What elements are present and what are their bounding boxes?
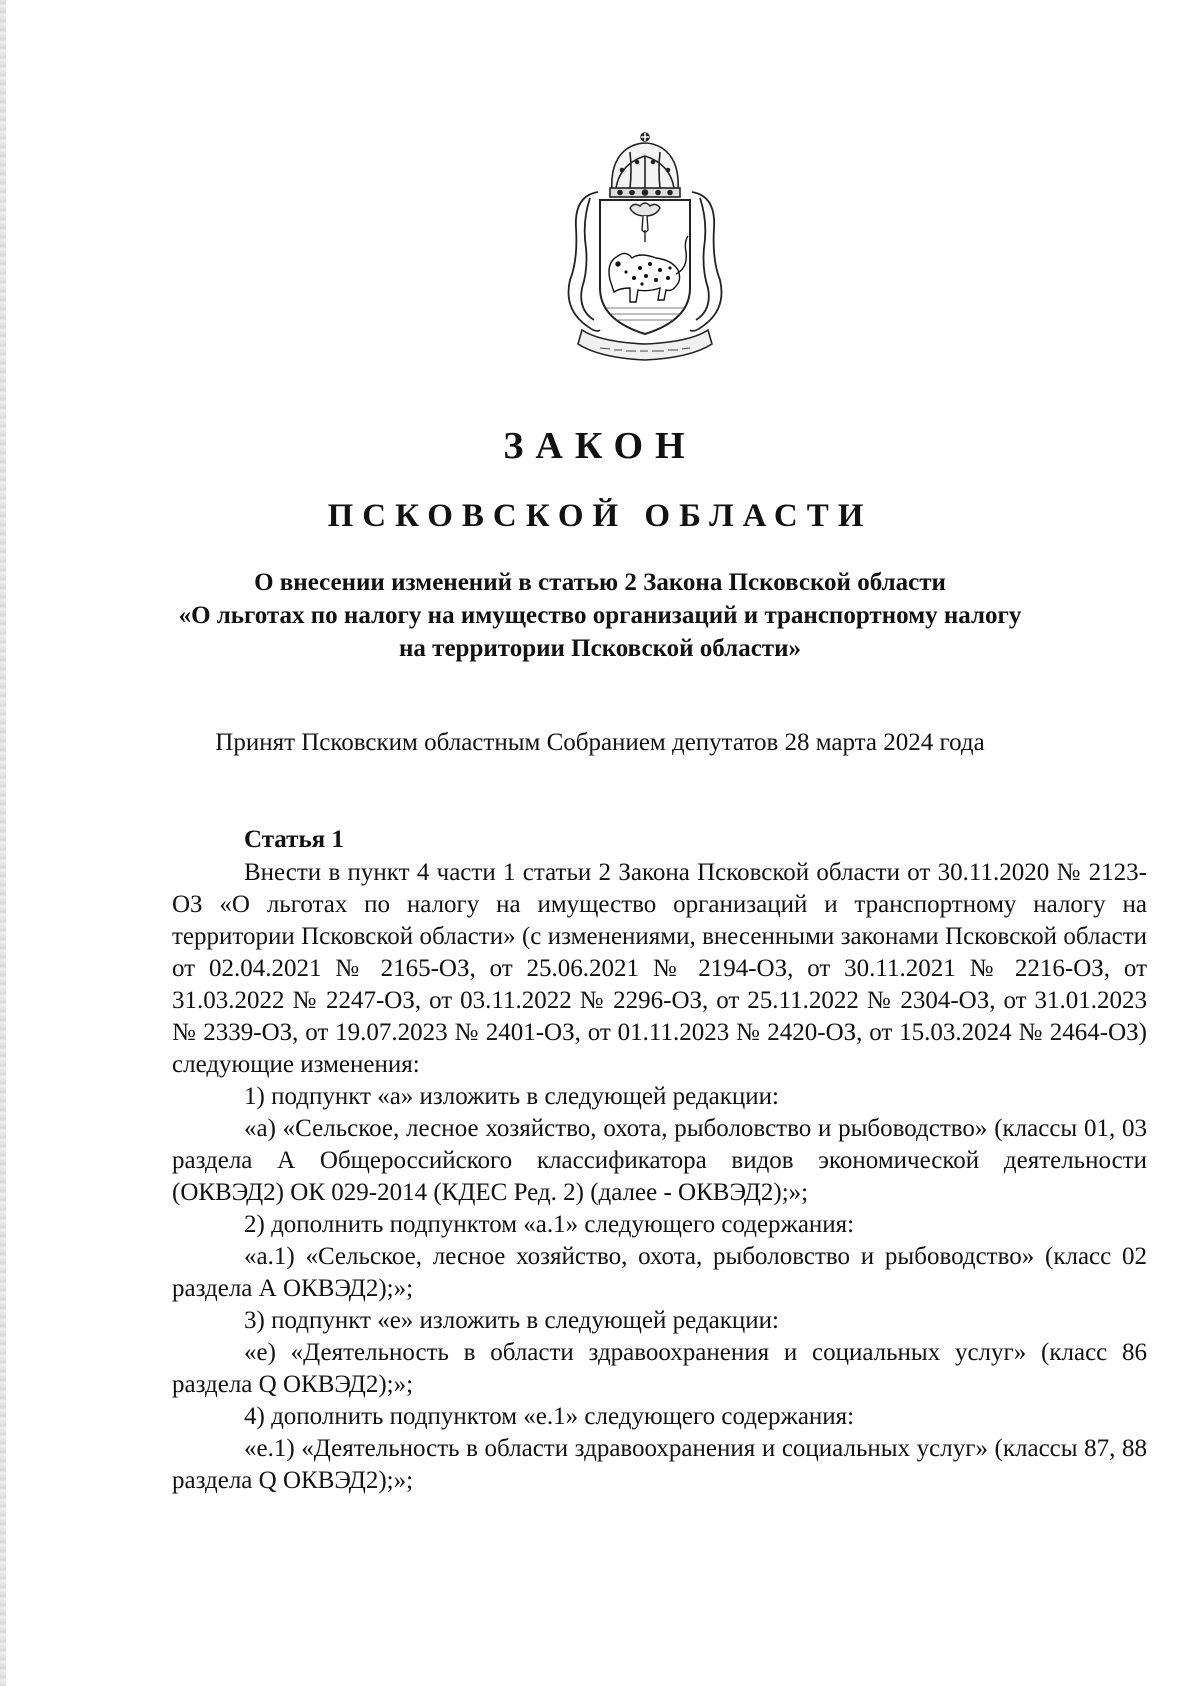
article-paragraph: «е) «Деятельность в области здравоохранения и социальных услуг» (класс 86 раздела Q ОКВЭД2);»; [172,1339,1147,1398]
subtitle-line: «О льготах по налогу на имущество организаций и транспортному налогу [178,602,1022,629]
article-paragraph: 3) подпункт «е» изложить в следующей редакции: [244,1307,779,1334]
law-subtitle [150,566,1050,665]
article-paragraph: «а.1) «Сельское, лесное хозяйство, охота, рыболовство и рыбоводство» (класс 02 раздела А ОКВЭД2);»; [172,1243,1147,1302]
article-paragraph: 2) дополнить подпунктом «а.1» следующего содержания: [244,1211,855,1238]
adoption-statement: Принят Псковским областным Собранием депутатов 28 марта 2024 года [215,729,985,756]
article-paragraph: 4) дополнить подпунктом «е.1» следующего содержания: [244,1403,855,1430]
subtitle-line: на территории Псковской области» [399,635,801,662]
article-paragraph: «е.1) «Деятельность в области здравоохранения и социальных услуг» (классы 87, 88 раздела Q ОКВЭД2);»; [172,1435,1147,1494]
article-body [172,823,1147,1497]
document-title: ЗАКОН [503,425,697,467]
scan-edge [0,0,6,1686]
subtitle-line: О внесении изменений в статью 2 Закона Псковской области [254,569,946,596]
article-paragraph: «а) «Сельское, лесное хозяйство, охота, рыболовство и рыбоводство» (классы 01, 03 раздела А Общероссийского классификатора видов экономической деятельности (ОКВЭД2) ОК 029-2014 (КДЕС Ред. 2) (далее - ОКВЭД2);»; [172,1115,1147,1206]
article-paragraph: Внести в пункт 4 части 1 статьи 2 Закона Псковской области от 30.11.2020 № 2123-ОЗ «О льготах по налогу на имущество организаций и транспортному налогу на территории Псковской области» (с изменениями, внесенными законами Псковской области от 02.04.2021 № 2165-ОЗ, от 25.06.2021 № 2194-ОЗ, от 30.11.2021 № 2216-ОЗ, от 31.03.2022 № 2247-ОЗ, от 03.11.2022 № 2296-ОЗ, от 25.11.2022 № 2304-ОЗ, от 31.01.2023 № 2339-ОЗ, от 19.07.2023 № 2401-ОЗ, от 01.11.2023 № 2420-ОЗ, от 15.03.2024 № 2464-ОЗ) следующие изменения: [172,859,1147,1078]
article-heading: Статья 1 [244,826,344,853]
pskov-coat-of-arms-icon [560,130,730,365]
document-region: ПСКОВСКОЙ ОБЛАСТИ [327,498,873,534]
article-paragraph: 1) подпункт «а» изложить в следующей редакции: [244,1083,779,1110]
